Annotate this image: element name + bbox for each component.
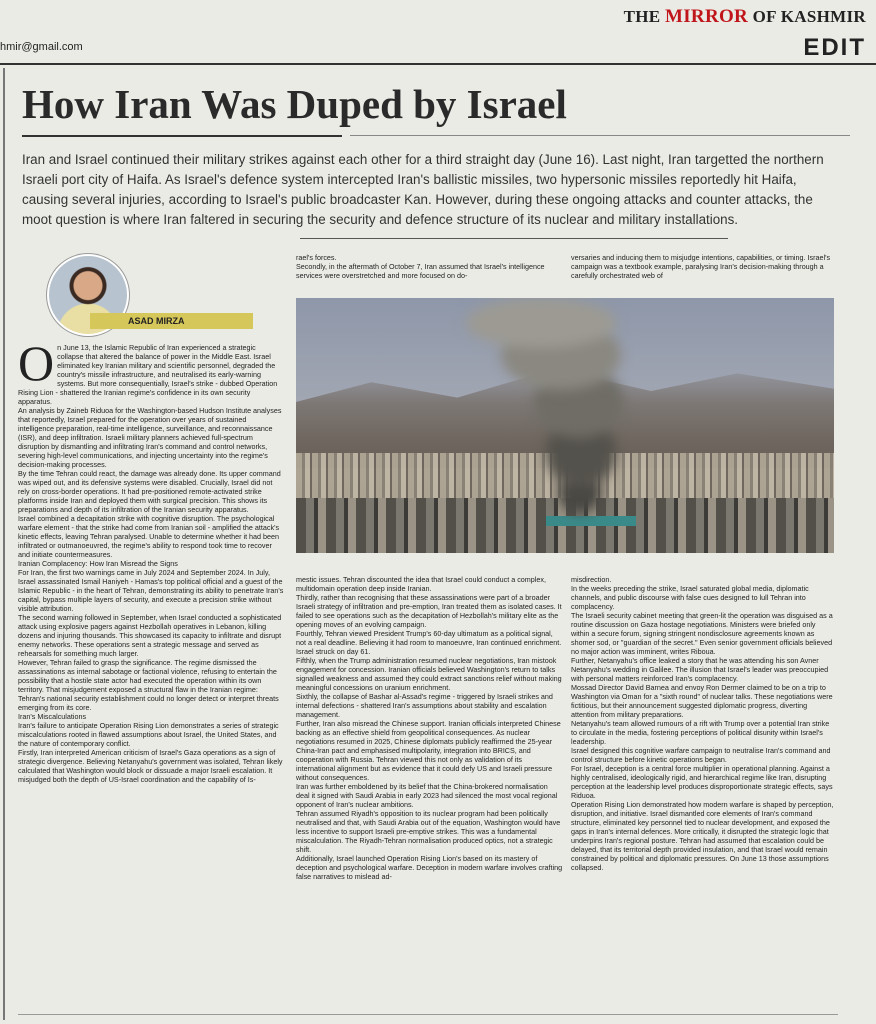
paragraph: Fourthly, Tehran viewed President Trump's 60-day ultimatum as a political signal, not a real deadline. Believing it had room to manoeuvre, Iran continued enrichment. Israel struck on day 61.: [296, 629, 562, 656]
column-2-top: [296, 253, 563, 280]
paragraph: An analysis by Zaineb Riduoa for the Washington-based Hudson Institute analyses that reportedly, Israel prepared for the operation over years of sustained intelligence preparation, real-time intelligence, surveillance, and reconnaissance (ISR), and deep infiltration. Israeli military planners achieved full-spectrum disruption by dismantling and infiltrating Iran's command and control networks, severing high-level communications, and injecting uncertainty into the regime's decision-making processes.: [18, 406, 282, 469]
paragraph: Mossad Director David Barnea and envoy Ron Dermer claimed to be on a trip to Washington via Oman for a "sixth round" of nuclear talks. These negotiations were fictitious, but their announcement suggested diplomatic progress, diverting attention from military preparations.: [571, 683, 833, 719]
paragraph: Operation Rising Lion demonstrated how modern warfare is shaped by perception, disruption, and initiative. Israel dismantled core elements of Iran's command structure, eliminated key personnel tied to nuclear development, and exposed the gaps in Iran's internal defences. More critically, it disrupted the strategic logic that underpins Iran's regional posture. Tehran had assumed that escalation could be delayed, that its territorial depth provided insulation, and that Israel would remain constrained by political and diplomatic pressures. On June 13 those assumptions collapsed.: [571, 800, 834, 872]
masthead-initial: T: [623, 7, 636, 26]
masthead-kashmir: KASHMIR: [780, 7, 866, 26]
paragraph: Israel designed this cognitive warfare campaign to neutralise Iran's command and control structure before kinetic operations began.: [571, 746, 831, 764]
paragraph: Secondly, in the aftermath of October 7, Iran assumed that Israel's intelligence services were overstretched and more focused on do-: [296, 262, 545, 280]
paragraph: Firstly, Iran interpreted American criticism of Israel's Gaza operations as a sign of strategic divergence. Believing Netanyahu's government was isolated, Tehran likely calculated that Washington would block or dissuade a major Israeli escalation. It misjudged both the depth of US-Israel coordination and the capability of Is-: [18, 748, 283, 784]
contact-email: hmir@gmail.com: [0, 41, 83, 53]
paragraph-text: n June 13, the Islamic Republic of Iran experienced a strategic collapse that altered the balance of power in the Middle East. Israel eliminated key Iranian military and scientific personnel, degraded the country's missile infrastructure, and neutralised its early-warning systems. But more consequentially, Israel's strike - dubbed Operation Rising Lion - shattered the Iranian regime's confidence in its own security apparatus.: [18, 343, 278, 406]
paragraph: Tehran assumed Riyadh's opposition to its nuclear program had been politically neutralised and that, with Saudi Arabia out of the equation, Washington would have less incentive to support Israeli pre-emptive strikes. This was a fundamental miscalculation. The Riyadh-Tehran normalisation produced optics, not a strategic shift.: [296, 809, 561, 854]
column-3: [571, 575, 834, 872]
section-label: EDIT: [803, 34, 866, 61]
paragraph: Netanyahu's team allowed rumours of a rift with Trump over a potential Iran strike to circulate in the media, fostering perceptions of political disunity within Israel's leadership.: [571, 719, 830, 746]
paragraph: Iran's failure to anticipate Operation Rising Lion demonstrates a series of strategic miscalculations rooted in flawed assumptions about Israel, the United States, and the nature of contemporary conflict.: [18, 721, 279, 748]
footer-rule: [18, 1014, 838, 1015]
paragraph: For Israel, deception is a central force multiplier in operational planning. Against a highly centralised, ideologically rigid, and hierarchical regime like Iran, disrupting perception at the leadership level produces disproportionate strategic effects, says Riduoa.: [571, 764, 833, 800]
subheading: Iranian Complacency: How Iran Misread the Signs: [18, 559, 178, 568]
column-1: [18, 335, 284, 784]
subheading: Iran's Miscalculations: [18, 712, 87, 721]
column-3-top: [571, 253, 834, 280]
paragraph: For Iran, the first two warnings came in July 2024 and September 2024. In July, Israel assassinated Ismail Haniyeh - Hamas's top political official and a guest of the Islamic Republic - in the heart of Tehran, demonstrating its ability to penetrate Iran's capital, bypass multiple layers of security, and execute a precision strike without visible attribution.: [18, 568, 284, 613]
paragraph: The second warning followed in September, when Israel conducted a sophisticated attack using explosive pagers against Hezbollah operatives in Lebanon, killing dozens and injuring thousands. This showcased its capacity to infiltrate and disrupt enemy networks. These operations sent a strategic message and served as rehearsals for something much larger.: [18, 613, 282, 658]
newspaper-masthead: [624, 6, 866, 28]
masthead-mirror: MIRROR: [665, 6, 749, 27]
paragraph: Sixthly, the collapse of Bashar al-Assad's regime - triggered by Israeli strikes and internal defections - shattered Iran's assumptions about stability and escalation management.: [296, 692, 553, 719]
column-2: [296, 575, 563, 881]
photo-teal-roof: [546, 516, 636, 526]
article-photo-tehran-smoke: [296, 298, 834, 553]
paragraph: [18, 335, 284, 406]
drop-cap: O: [18, 335, 55, 391]
paragraph: Iran was further emboldened by its belief that the China-brokered normalisation deal it signed with Saudi Arabia in early 2023 had silenced the most vocal regional opponent of Iran's nuclear ambitions.: [296, 782, 558, 809]
paragraph: misdirection.: [571, 575, 612, 584]
smoke-plume: [466, 298, 616, 348]
headline-rule: [22, 135, 342, 137]
paragraph: Additionally, Israel launched Operation Rising Lion's based on its mastery of deception and psychological warfare. Deception in modern warfare involves crafting false narratives to mislead ad-: [296, 854, 563, 881]
masthead-of: OF: [752, 7, 777, 26]
author-byline: ASAD MIRZA: [90, 313, 253, 329]
paragraph: versaries and inducing them to misjudge intentions, capabilities, or timing. Israel's campaign was a textbook example, paralysing Iran's decision-making through a carefully orchestrated web of: [571, 253, 831, 280]
article-headline: How Iran Was Duped by Israel: [22, 81, 567, 127]
paragraph: mestic issues. Tehran discounted the idea that Israel could conduct a complex, multidomain operation deep inside Iranian.: [296, 575, 546, 593]
paragraph: Further, Netanyahu's office leaked a story that he was attending his son Avner Netanyahu's wedding in Galilee. The illusion that Israel's leader was preoccupied with personal matters reinforced Iran's complacency.: [571, 656, 829, 683]
paragraph: Thirdly, rather than recognising that these assassinations were part of a broader Israeli strategy of infiltration and pre-emption, Iran treated them as isolated cases. It failed to see operations such as the decapitation of Hezbollah's military elite as the opening moves of an evolving campaign.: [296, 593, 562, 629]
paragraph: Fifthly, when the Trump administration resumed nuclear negotiations, Iran mistook engagement for concession. Iranian officials believed Washington's return to talks signalled weakness and assumed they could extract sanctions relief without making meaningful concessions on uranium enrichment.: [296, 656, 562, 692]
paragraph: The Israeli security cabinet meeting that green-lit the operation was disguised as a routine discussion on Gaza hostage negotiations. Ministers were briefed only within a secure forum, signing stringent nondisclosure agreements known as shomer sod, or "guardian of the secret." Even senior government officials believed no major action was imminent, writes Riboua.: [571, 611, 833, 656]
headline-rule-thin: [350, 135, 850, 136]
paragraph: Further, Iran also misread the Chinese support. Iranian officials interpreted Chinese backing as an effective shield from geopolitical consequences. As nuclear negotiations resumed in 2025, Chinese diplomats publicly reaffirmed the 25-year China-Iran pact and emphasised multipolarity, integration into BRICS, and cooperation with Russia. Tehran viewed this not only as validation of its international alignment but as evidence that it could defy US and Israeli pressure without consequences.: [296, 719, 561, 782]
paragraph: By the time Tehran could react, the damage was already done. Its upper command was wiped out, and its defensive systems were disabled. Crucially, Israel did not rely on cross-border operations. It had pre-positioned remote-activated strike platforms inside Iran and deployed them with surgical precision. This shows its preparations and depth of its infiltration of the Iranian security apparatus.: [18, 469, 281, 514]
paragraph: In the weeks preceding the strike, Israel saturated global media, diplomatic channels, and public discourse with false cues designed to lull Tehran into complacency.: [571, 584, 809, 611]
paragraph: rael's forces.: [296, 253, 337, 262]
paragraph: Israel combined a decapitation strike with cognitive disruption. The psychological warfare element - that the strike had come from Iranian soil - amplified the attack's kinetic effects, leaving Tehran paralysed. Unable to determine whether it had been infiltrated or outmanoeuvred, the regime's ability to respond took time to recover and initiate countermeasures.: [18, 514, 280, 559]
article-standfirst: Iran and Israel continued their military strikes against each other for a third straight day (June 16). Last night, Iran targetted the northern Israeli port city of Haifa. As Israel's defence system intercepted Iran's ballistic missiles, two hypersonic missiles reportedly hit Haifa, causing several injuries, according to Israel's public broadcaster Kan. However, during these ongoing attacks and counter attacks, the moot question is where Iran faltered in securing the security and defence structure of its nuclear and military installations.: [22, 152, 824, 227]
paragraph: However, Tehran failed to grasp the significance. The regime dismissed the assassinations as internal sabotage or factional violence, refusing to entertain the possibility that a hostile state actor had executed the operation within its own territory. That misjudgement exposed a structural flaw in the Iranian regime: Tehran's national security establishment could no longer detect or interpret threats emerging from its core.: [18, 658, 279, 712]
masthead-the: HE: [635, 7, 661, 26]
standfirst-rule: [300, 238, 728, 239]
page-border: [3, 68, 5, 1020]
header-rule: [0, 63, 876, 65]
